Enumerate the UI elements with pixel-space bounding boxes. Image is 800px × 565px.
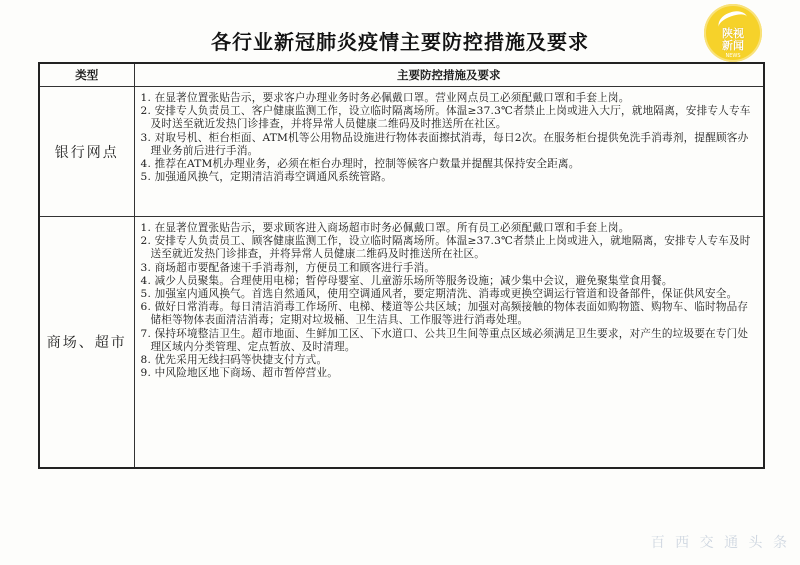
category-bank: 银行网点 bbox=[39, 87, 134, 217]
logo-line2: 新闻 bbox=[722, 39, 744, 52]
list-item: 8. 优先采用无线扫码等快捷支付方式。 bbox=[140, 354, 328, 367]
list-item: 5. 加强室内通风换气。首选自然通风，使用空调通风者，要定期清洗、消毒或更换空调运行管道和设备部件，保证供风安全。 bbox=[140, 288, 738, 301]
table-row bbox=[39, 217, 764, 469]
list-item: 5. 加强通风换气，定期清洁消毒空调通风系统管路。 bbox=[140, 171, 393, 184]
table-row bbox=[39, 87, 764, 217]
table-header-row bbox=[39, 63, 764, 87]
list-item: 6. 做好日常消毒。每日清洁消毒工作场所、电梯、楼道等公共区域；加强对高频接触的物体表面如购物篮、购物车、临时物品存储柜等物体表面清洁消毒；定期对垃圾桶、卫生洁具、工作服等进行消毒处理。 bbox=[140, 301, 749, 327]
list-item: 9. 中风险地区地下商场、超市暂停营业。 bbox=[140, 367, 339, 380]
list-item: 1. 在显著位置张贴告示，要求顾客进入商场超市时务必佩戴口罩。所有员工必须配戴口罩和手套上岗。 bbox=[140, 222, 630, 234]
list-item: 1. 在显著位置张贴告示，要求客户办理业务时务必佩戴口罩。营业网点员工必须配戴口罩和手套上岗。 bbox=[140, 92, 630, 104]
list-item: 7. 保持环境整洁卫生。超市地面、生鲜加工区、下水道口、公共卫生间等重点区域必须满足卫生要求，对产生的垃圾要在专门处理区域内分类管理、定点暂放、及时清理。 bbox=[140, 327, 749, 353]
document-title: 各行业新冠肺炎疫情主要防控措施及要求 bbox=[211, 30, 589, 54]
header-type: 类型 bbox=[39, 63, 134, 87]
list-item: 2. 安排专人负责员工、顾客健康监测工作，设立临时隔离场所。体温≥37.3℃者禁止上岗或进入，就地隔离，安排专人专车及时送至就近发热门诊排查，并将异常人员健康二维码及时推送所在社区。 bbox=[140, 235, 751, 261]
measures-table bbox=[38, 62, 765, 469]
bank-measure-list bbox=[141, 92, 758, 184]
logo-sub: NEWS bbox=[725, 53, 741, 59]
category-mall: 商场、超市 bbox=[39, 217, 134, 469]
mall-measure-list bbox=[141, 222, 758, 380]
news-logo bbox=[704, 4, 762, 62]
list-item: 4. 推荐在ATM机办理业务，必须在柜台办理时，控制等候客户数量并提醒其保持安全距离。 bbox=[140, 158, 580, 171]
mall-measures bbox=[134, 217, 764, 469]
list-item: 3. 对取号机、柜台柜面、ATM机等公用物品设施进行物体表面擦拭消毒，每日2次。在服务柜台提供免洗手消毒剂，提醒顾客办理业务前后进行手消。 bbox=[140, 131, 749, 157]
list-item: 4. 减少人员聚集。合理使用电梯；暂停母婴室、儿童游乐场所等服务设施；减少集中会议，避免聚集堂食用餐。 bbox=[140, 274, 673, 287]
watermark: 百 西 交 通 头 条 bbox=[650, 535, 790, 551]
bank-measures bbox=[134, 87, 764, 217]
logo-text bbox=[712, 28, 754, 52]
list-item: 3. 商场超市要配备速干手消毒剂，方便员工和顾客进行手消。 bbox=[140, 261, 436, 274]
list-item: 2. 安排专人负责员工、客户健康监测工作，设立临时隔离场所。体温≥37.3℃者禁止上岗或进入大厅，就地隔离，安排专人专车及时送至就近发热门诊排查，并将异常人员健康二维码及时推送所在社区。 bbox=[140, 105, 751, 131]
logo-line1: 陕视 bbox=[722, 27, 744, 40]
header-measures: 主要防控措施及要求 bbox=[134, 63, 764, 87]
